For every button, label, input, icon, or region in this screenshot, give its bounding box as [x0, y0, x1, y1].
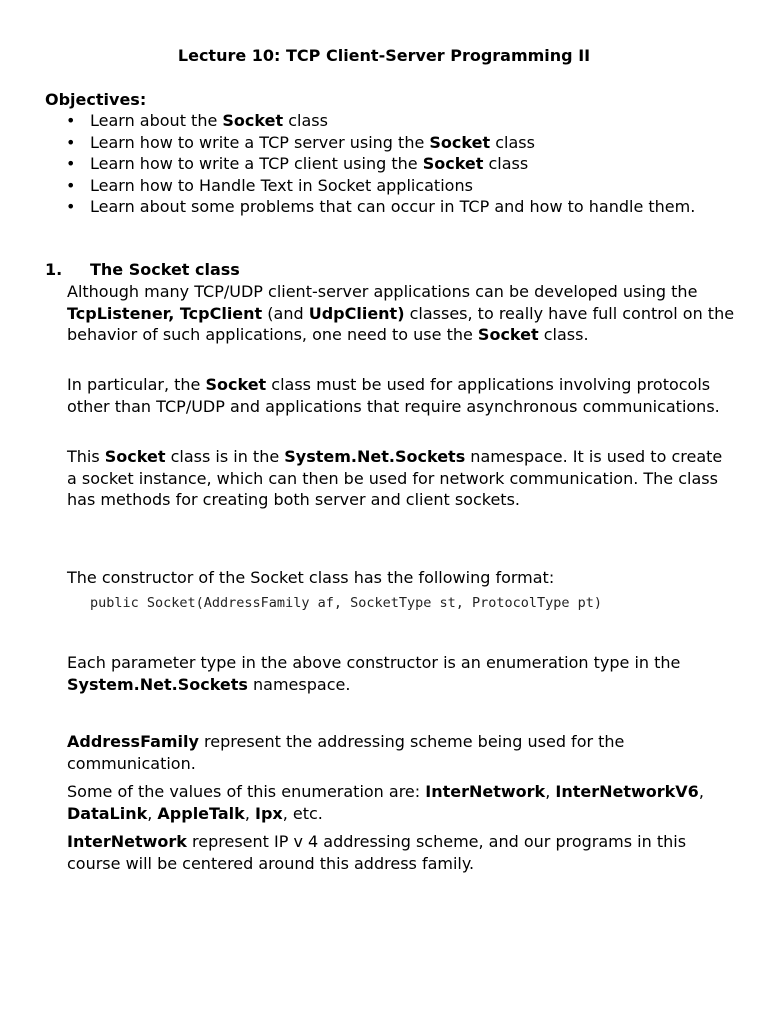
list-item: • Learn about some problems that can occur in TCP and how to handle them. — [66, 197, 696, 217]
bullet-icon: • — [66, 197, 76, 217]
code-snippet: public Socket(AddressFamily af, SocketType st, ProtocolType pt) — [90, 595, 603, 611]
paragraph-namespace: This Socket class is in the System.Net.Sockets namespace. It is used to create a socket instance, which can then be used for network communication. The class has methods for creating both server and client sockets. — [67, 447, 723, 510]
bullet-icon: • — [66, 132, 76, 152]
section-number: 1. — [45, 260, 63, 279]
objectives-list — [45, 110, 735, 218]
paragraph-internetwork: InterNetwork represent IP v 4 addressing scheme, and our programs in this course will be centered around this address family. — [67, 832, 687, 873]
page-title: Lecture 10: TCP Client-Server Programming II — [177, 46, 591, 65]
list-item: • Learn how to write a TCP server using the Socket class — [66, 132, 535, 152]
section-title: The Socket class — [90, 260, 240, 279]
paragraph-values: Some of the values of this enumeration are: InterNetwork, InterNetworkV6, DataLink, AppleTalk, Ipx, etc. — [67, 782, 704, 823]
bullet-icon: • — [66, 111, 76, 130]
paragraph-constructor: The constructor of the Socket class has the following format: — [67, 568, 555, 587]
section-heading — [45, 260, 240, 280]
list-item: • Learn how to Handle Text in Socket applications — [66, 175, 473, 195]
paragraph-addressfamily: AddressFamily represent the addressing scheme being used for the communication. — [67, 732, 625, 773]
paragraph-intro: Although many TCP/UDP client-server applications can be developed using the TcpListener, TcpClient (and UdpClient) classes, to really have full control on the behavior of such applications, one need to use the Socket class. — [67, 282, 735, 345]
bullet-icon: • — [66, 175, 76, 195]
objectives-heading: Objectives: — [45, 90, 147, 109]
list-item: • Learn about the Socket class — [66, 111, 328, 130]
list-item: • Learn how to write a TCP client using the Socket class — [66, 154, 529, 174]
paragraph-usage: In particular, the Socket class must be used for applications involving protocols other than TCP/UDP and applications that require asynchronous communications. — [67, 375, 720, 416]
bullet-icon: • — [66, 154, 76, 174]
paragraph-enumeration: Each parameter type in the above constructor is an enumeration type in the System.Net.Sockets namespace. — [67, 653, 681, 694]
